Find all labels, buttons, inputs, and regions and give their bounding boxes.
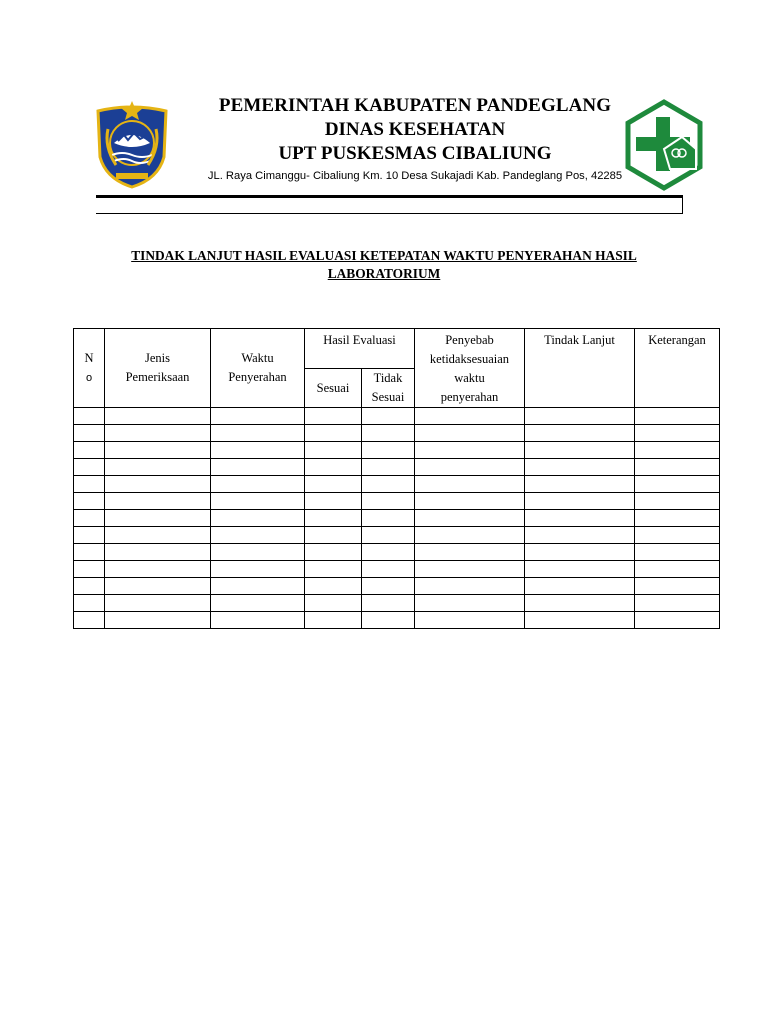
table-cell[interactable]: [415, 476, 525, 493]
table-cell[interactable]: [74, 561, 105, 578]
table-cell[interactable]: [74, 527, 105, 544]
header-jenis-pemeriksaan: Jenis Pemeriksaan: [105, 329, 211, 408]
table-cell[interactable]: [211, 493, 305, 510]
table-cell[interactable]: [415, 595, 525, 612]
table-cell[interactable]: [415, 459, 525, 476]
table-cell[interactable]: [211, 612, 305, 629]
table-cell[interactable]: [74, 408, 105, 425]
table-cell[interactable]: [105, 459, 211, 476]
table-cell[interactable]: [305, 578, 362, 595]
table-cell[interactable]: [525, 595, 635, 612]
table-cell[interactable]: [105, 595, 211, 612]
table-row: [74, 561, 720, 578]
table-cell[interactable]: [105, 442, 211, 459]
table-row: [74, 408, 720, 425]
table-cell[interactable]: [635, 561, 720, 578]
table-cell[interactable]: [305, 595, 362, 612]
table-cell[interactable]: [105, 561, 211, 578]
table-cell[interactable]: [635, 527, 720, 544]
table-row: [74, 425, 720, 442]
table-cell[interactable]: [74, 595, 105, 612]
table-cell[interactable]: [525, 493, 635, 510]
table-cell[interactable]: [105, 510, 211, 527]
table-cell[interactable]: [415, 493, 525, 510]
table-cell[interactable]: [305, 612, 362, 629]
table-cell[interactable]: [635, 425, 720, 442]
table-cell[interactable]: [105, 578, 211, 595]
table-cell[interactable]: [74, 493, 105, 510]
table-cell[interactable]: [211, 425, 305, 442]
table-cell[interactable]: [105, 527, 211, 544]
institution-name: UPT PUSKESMAS CIBALIUNG: [278, 143, 552, 164]
table-row: [74, 612, 720, 629]
table-row: [74, 476, 720, 493]
table-cell[interactable]: [211, 527, 305, 544]
table-cell[interactable]: [635, 493, 720, 510]
table-cell[interactable]: [525, 544, 635, 561]
table-row: [74, 493, 720, 510]
table-cell[interactable]: [525, 408, 635, 425]
table-cell[interactable]: [305, 527, 362, 544]
header-waktu-penyerahan: Waktu Penyerahan: [211, 329, 305, 408]
table-cell[interactable]: [305, 408, 362, 425]
table-cell[interactable]: [305, 476, 362, 493]
table-cell[interactable]: [415, 408, 525, 425]
table-cell[interactable]: [362, 442, 415, 459]
table-cell[interactable]: [362, 544, 415, 561]
government-name: PEMERINTAH KABUPATEN PANDEGLANG: [218, 95, 612, 116]
table-cell[interactable]: [362, 459, 415, 476]
table-cell[interactable]: [362, 595, 415, 612]
table-cell[interactable]: [105, 493, 211, 510]
table-cell[interactable]: [525, 578, 635, 595]
header-hasil-evaluasi: Hasil Evaluasi: [305, 329, 415, 369]
letterhead-divider: [96, 195, 683, 214]
table-row: [74, 510, 720, 527]
table-cell[interactable]: [305, 442, 362, 459]
table-cell[interactable]: [415, 425, 525, 442]
table-cell[interactable]: [211, 544, 305, 561]
evaluation-table: [73, 328, 720, 629]
table-cell[interactable]: [74, 425, 105, 442]
table-cell[interactable]: [74, 544, 105, 561]
table-cell[interactable]: [211, 561, 305, 578]
department-name: DINAS KESEHATAN: [324, 119, 506, 140]
table-cell[interactable]: [525, 510, 635, 527]
table-cell[interactable]: [305, 544, 362, 561]
address: JL. Raya Cimanggu- Cibaliung Km. 10 Desa Sukajadi Kab. Pandeglang Pos, 42285: [207, 170, 623, 182]
table-cell[interactable]: [635, 612, 720, 629]
table-cell[interactable]: [305, 425, 362, 442]
table-cell[interactable]: [211, 476, 305, 493]
table-cell[interactable]: [211, 459, 305, 476]
table-cell[interactable]: [362, 612, 415, 629]
table-cell[interactable]: [211, 408, 305, 425]
table-cell[interactable]: [415, 612, 525, 629]
table-cell[interactable]: [415, 527, 525, 544]
table-cell[interactable]: [105, 408, 211, 425]
document-title-line2: LABORATORIUM: [327, 266, 441, 281]
table-cell[interactable]: [362, 408, 415, 425]
table-cell[interactable]: [105, 476, 211, 493]
table-cell[interactable]: [635, 544, 720, 561]
table-cell[interactable]: [74, 510, 105, 527]
table-cell[interactable]: [362, 476, 415, 493]
table-cell[interactable]: [635, 459, 720, 476]
table-cell[interactable]: [415, 544, 525, 561]
table-cell[interactable]: [635, 442, 720, 459]
table-cell[interactable]: [362, 493, 415, 510]
table-cell[interactable]: [415, 510, 525, 527]
table-cell[interactable]: [211, 595, 305, 612]
table-cell[interactable]: [74, 442, 105, 459]
table-row: [74, 544, 720, 561]
table-cell[interactable]: [525, 476, 635, 493]
header-tindak-lanjut: Tindak Lanjut: [525, 329, 635, 408]
table-cell[interactable]: [525, 612, 635, 629]
table-cell[interactable]: [305, 459, 362, 476]
document-title: [100, 247, 668, 283]
table-cell[interactable]: [362, 561, 415, 578]
table-cell[interactable]: [415, 578, 525, 595]
table-row: [74, 442, 720, 459]
table-cell[interactable]: [305, 493, 362, 510]
table-cell[interactable]: [362, 578, 415, 595]
header-sesuai: Sesuai: [305, 369, 362, 408]
header-penyebab: Penyebab ketidaksesuaian waktu penyerahan: [415, 329, 525, 408]
table-cell[interactable]: [525, 561, 635, 578]
table-row: [74, 595, 720, 612]
table-cell[interactable]: [415, 561, 525, 578]
table-cell[interactable]: [105, 612, 211, 629]
table-cell[interactable]: [211, 442, 305, 459]
table-cell[interactable]: [415, 442, 525, 459]
table-row: [74, 527, 720, 544]
kabupaten-emblem-logo: [94, 99, 170, 189]
header-keterangan: Keterangan: [635, 329, 720, 408]
table-cell[interactable]: [305, 510, 362, 527]
table-cell[interactable]: [105, 544, 211, 561]
table-row: [74, 578, 720, 595]
table-cell[interactable]: [74, 578, 105, 595]
table-cell[interactable]: [74, 476, 105, 493]
letterhead: [180, 94, 650, 185]
table-cell[interactable]: [362, 527, 415, 544]
header-tidak-sesuai: Tidak Sesuai: [362, 369, 415, 408]
table-cell[interactable]: [105, 425, 211, 442]
table-cell[interactable]: [525, 425, 635, 442]
table-body: [74, 408, 720, 629]
table-cell[interactable]: [635, 595, 720, 612]
table-cell[interactable]: [635, 578, 720, 595]
table-cell[interactable]: [635, 408, 720, 425]
table-cell[interactable]: [635, 476, 720, 493]
table-cell[interactable]: [211, 510, 305, 527]
table-cell[interactable]: [362, 425, 415, 442]
table-cell[interactable]: [525, 442, 635, 459]
table-cell[interactable]: [211, 578, 305, 595]
header-no: N o: [74, 329, 105, 408]
table-cell[interactable]: [74, 459, 105, 476]
document-title-line1: TINDAK LANJUT HASIL EVALUASI KETEPATAN WAKTU PENYERAHAN HASIL: [131, 248, 637, 263]
table-row: [74, 459, 720, 476]
table-cell[interactable]: [525, 527, 635, 544]
table-cell[interactable]: [362, 510, 415, 527]
table-cell[interactable]: [635, 510, 720, 527]
table-cell[interactable]: [525, 459, 635, 476]
table-cell[interactable]: [74, 612, 105, 629]
table-cell[interactable]: [305, 561, 362, 578]
